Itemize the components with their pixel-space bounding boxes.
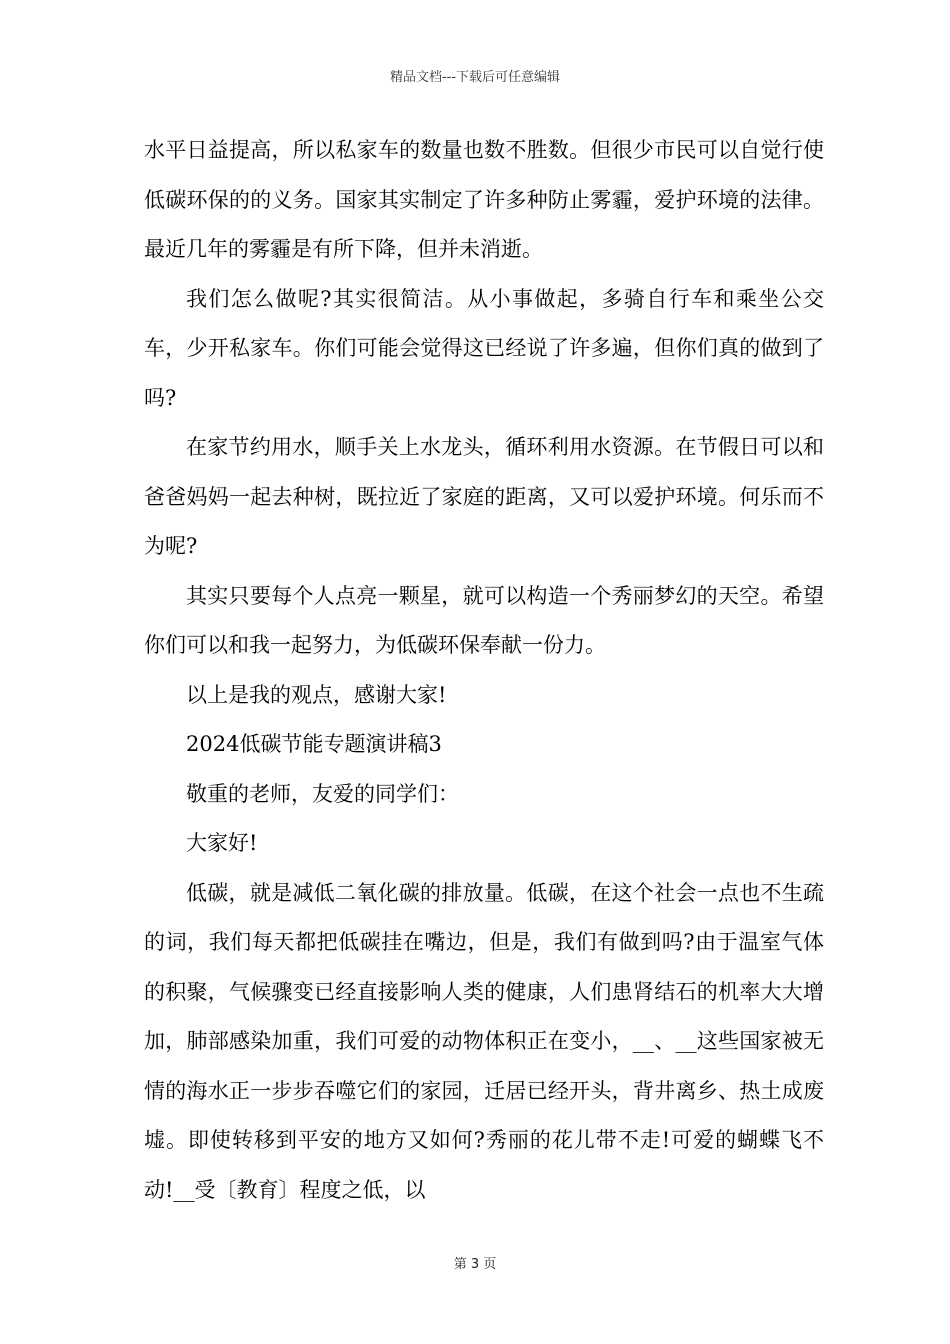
page-number: 3 [470, 1257, 480, 1272]
salutation: 敬重的老师，友爱的同学们： [186, 781, 459, 806]
paragraph-4: 其实只要每个人点亮一颗星，就可以构造一个秀丽梦幻的天空。希望你们可以和我一起努力，为低碳环保奉献一份力。 [144, 583, 824, 657]
page-footer [0, 1253, 950, 1272]
paragraph-5: 以上是我的观点，感谢大家! [186, 682, 447, 707]
page-label-prefix: 第 [453, 1257, 467, 1272]
section-title: 2024低碳节能专题演讲稿3 [186, 732, 442, 756]
page-label-suffix: 页 [483, 1257, 497, 1272]
paragraph-9: 低碳，就是减低二氧化碳的排放量。低碳，在这个社会一点也不生疏的词，我们每天都把低碳挂在嘴边，但是，我们有做到吗?由于温室气体的积聚，气候骤变已经直接影响人类的健康，人们患肾结石的机率大大增加，肺部感染加重，我们可爱的动物体积正在变小，__、__这些国家被无情的海水正一步步吞噬它们的家园，迁居已经开头，背井离乡、热土成废墟。即使转移到平安的地方又如何?秀丽的花儿带不走!可爱的蝴蝶飞不动!__受〔教育〕程度之低，以 [144, 880, 824, 1202]
header-text: 精品文档---下载后可任意编辑 [389, 70, 561, 85]
document-body [144, 126, 824, 1215]
paragraph-2: 我们怎么做呢?其实很简洁。从小事做起，多骑自行车和乘坐公交车，少开私家车。你们可能会觉得这已经说了许多遍，但你们真的做到了吗? [144, 286, 824, 410]
greeting: 大家好! [186, 831, 258, 855]
page-header [0, 66, 950, 85]
paragraph-1: 水平日益提高，所以私家车的数量也数不胜数。但很少市民可以自觉行使低碳环保的的义务。国家其实制定了许多种防止雾霾，爱护环境的法律。最近几年的雾霾是有所下降，但并未消逝。 [144, 138, 824, 261]
paragraph-3: 在家节约用水，顺手关上水龙头，循环利用水资源。在节假日可以和爸爸妈妈一起去种树，既拉近了家庭的距离，又可以爱护环境。何乐而不为呢? [144, 435, 824, 558]
